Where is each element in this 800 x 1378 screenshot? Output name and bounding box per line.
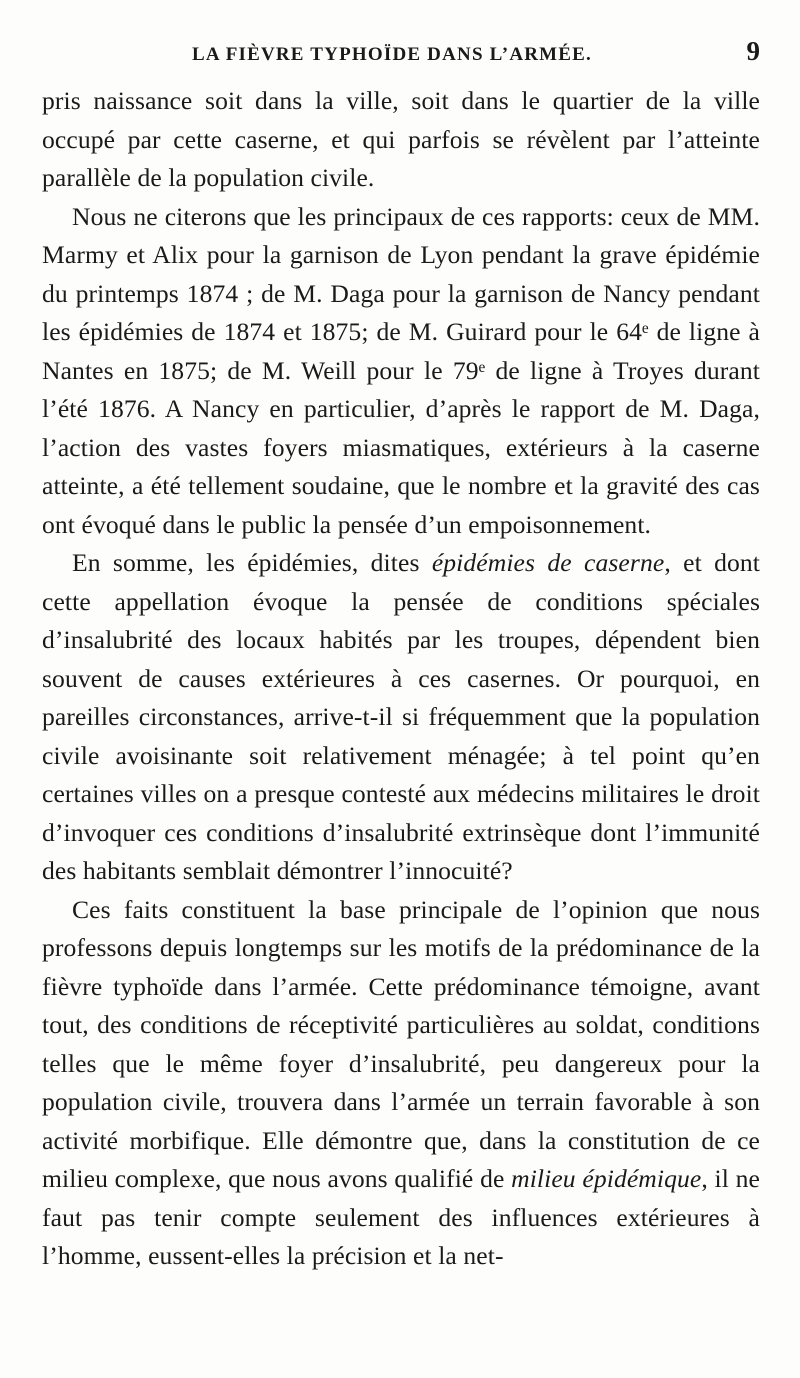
paragraph-1 [42,82,760,198]
paragraph-4-text-a: Ces faits constituent la base principale de l’opinion que nous professons depuis longtemps sur les motifs de la prédominance de la fièvre typhoïde dans l’armée. Cette prédominance témoigne, avant tout, des conditions de réceptivité particulières au soldat, conditions telles que le même foyer d’insalubrité, peu dangereux pour la population civile, trouvera dans l’armée un terrain favorable à son activité morbifique. Elle démontre que, dans la constitution de ce milieu complexe, que nous avons qualifié de [42,894,760,1193]
running-title: LA FIÈVRE TYPHOÏDE DANS L’ARMÉE. [192,44,592,65]
paragraph-4-italic-term: milieu épidémique [511,1164,702,1193]
paragraph-1-text: pris naissance soit dans la ville, soit dans le quartier de la ville occupé par cette caserne, et qui parfois se révèlent par l’atteinte parallèle de la population civile. [42,86,760,192]
page-number: 9 [746,36,760,66]
paragraph-3 [42,544,760,891]
paragraph-3-text-a: En somme, les épidémies, dites [72,548,432,577]
paragraph-4 [42,891,760,1276]
paragraph-3-text-b: , et dont cette appellation évoque la pensée de conditions spéciales d’insalubrité des locaux habités par les troupes, dépendent bien souvent de causes extérieures à ces casernes. Or pourquoi, en pareilles circonstances, arrive-t-il si fréquemment que la population civile avoisinante soit relativement ménagée; à tel point qu’en certaines villes on a presque contesté aux médecins militaires le droit d’invoquer ces conditions d’insalubrité extrinsèque dont l’immunité des habitants semblait démontrer l’innocuité? [42,548,760,885]
paragraph-2 [42,198,760,545]
paragraph-3-italic-term: épidémies de caserne [431,548,665,577]
paragraph-2-text: Nous ne citerons que les principaux de ces rapports: ceux de MM. Marmy et Alix pour la garnison de Lyon pendant la grave épidémie du printemps 1874 ; de M. Daga pour la garnison de Nancy pendant les épidémies de 1874 et 1875; de M. Guirard pour le 64ᵉ de ligne à Nantes en 1875; de M. Weill pour le 79ᵉ de ligne à Troyes durant l’été 1876. A Nancy en particulier, d’après le rapport de M. Daga, l’action des vastes foyers miasmatiques, extérieurs à la caserne atteinte, a été tellement soudaine, que le nombre et la gravité des cas ont évoqué dans le public la pensée d’un empoisonnement. [42,201,760,539]
body-text [42,82,760,1276]
page-header [42,34,760,74]
paragraph-4-text-b: , il ne faut pas tenir compte seulement des influences extérieures à l’homme, eussent-elles la précision et la net- [42,1164,761,1270]
